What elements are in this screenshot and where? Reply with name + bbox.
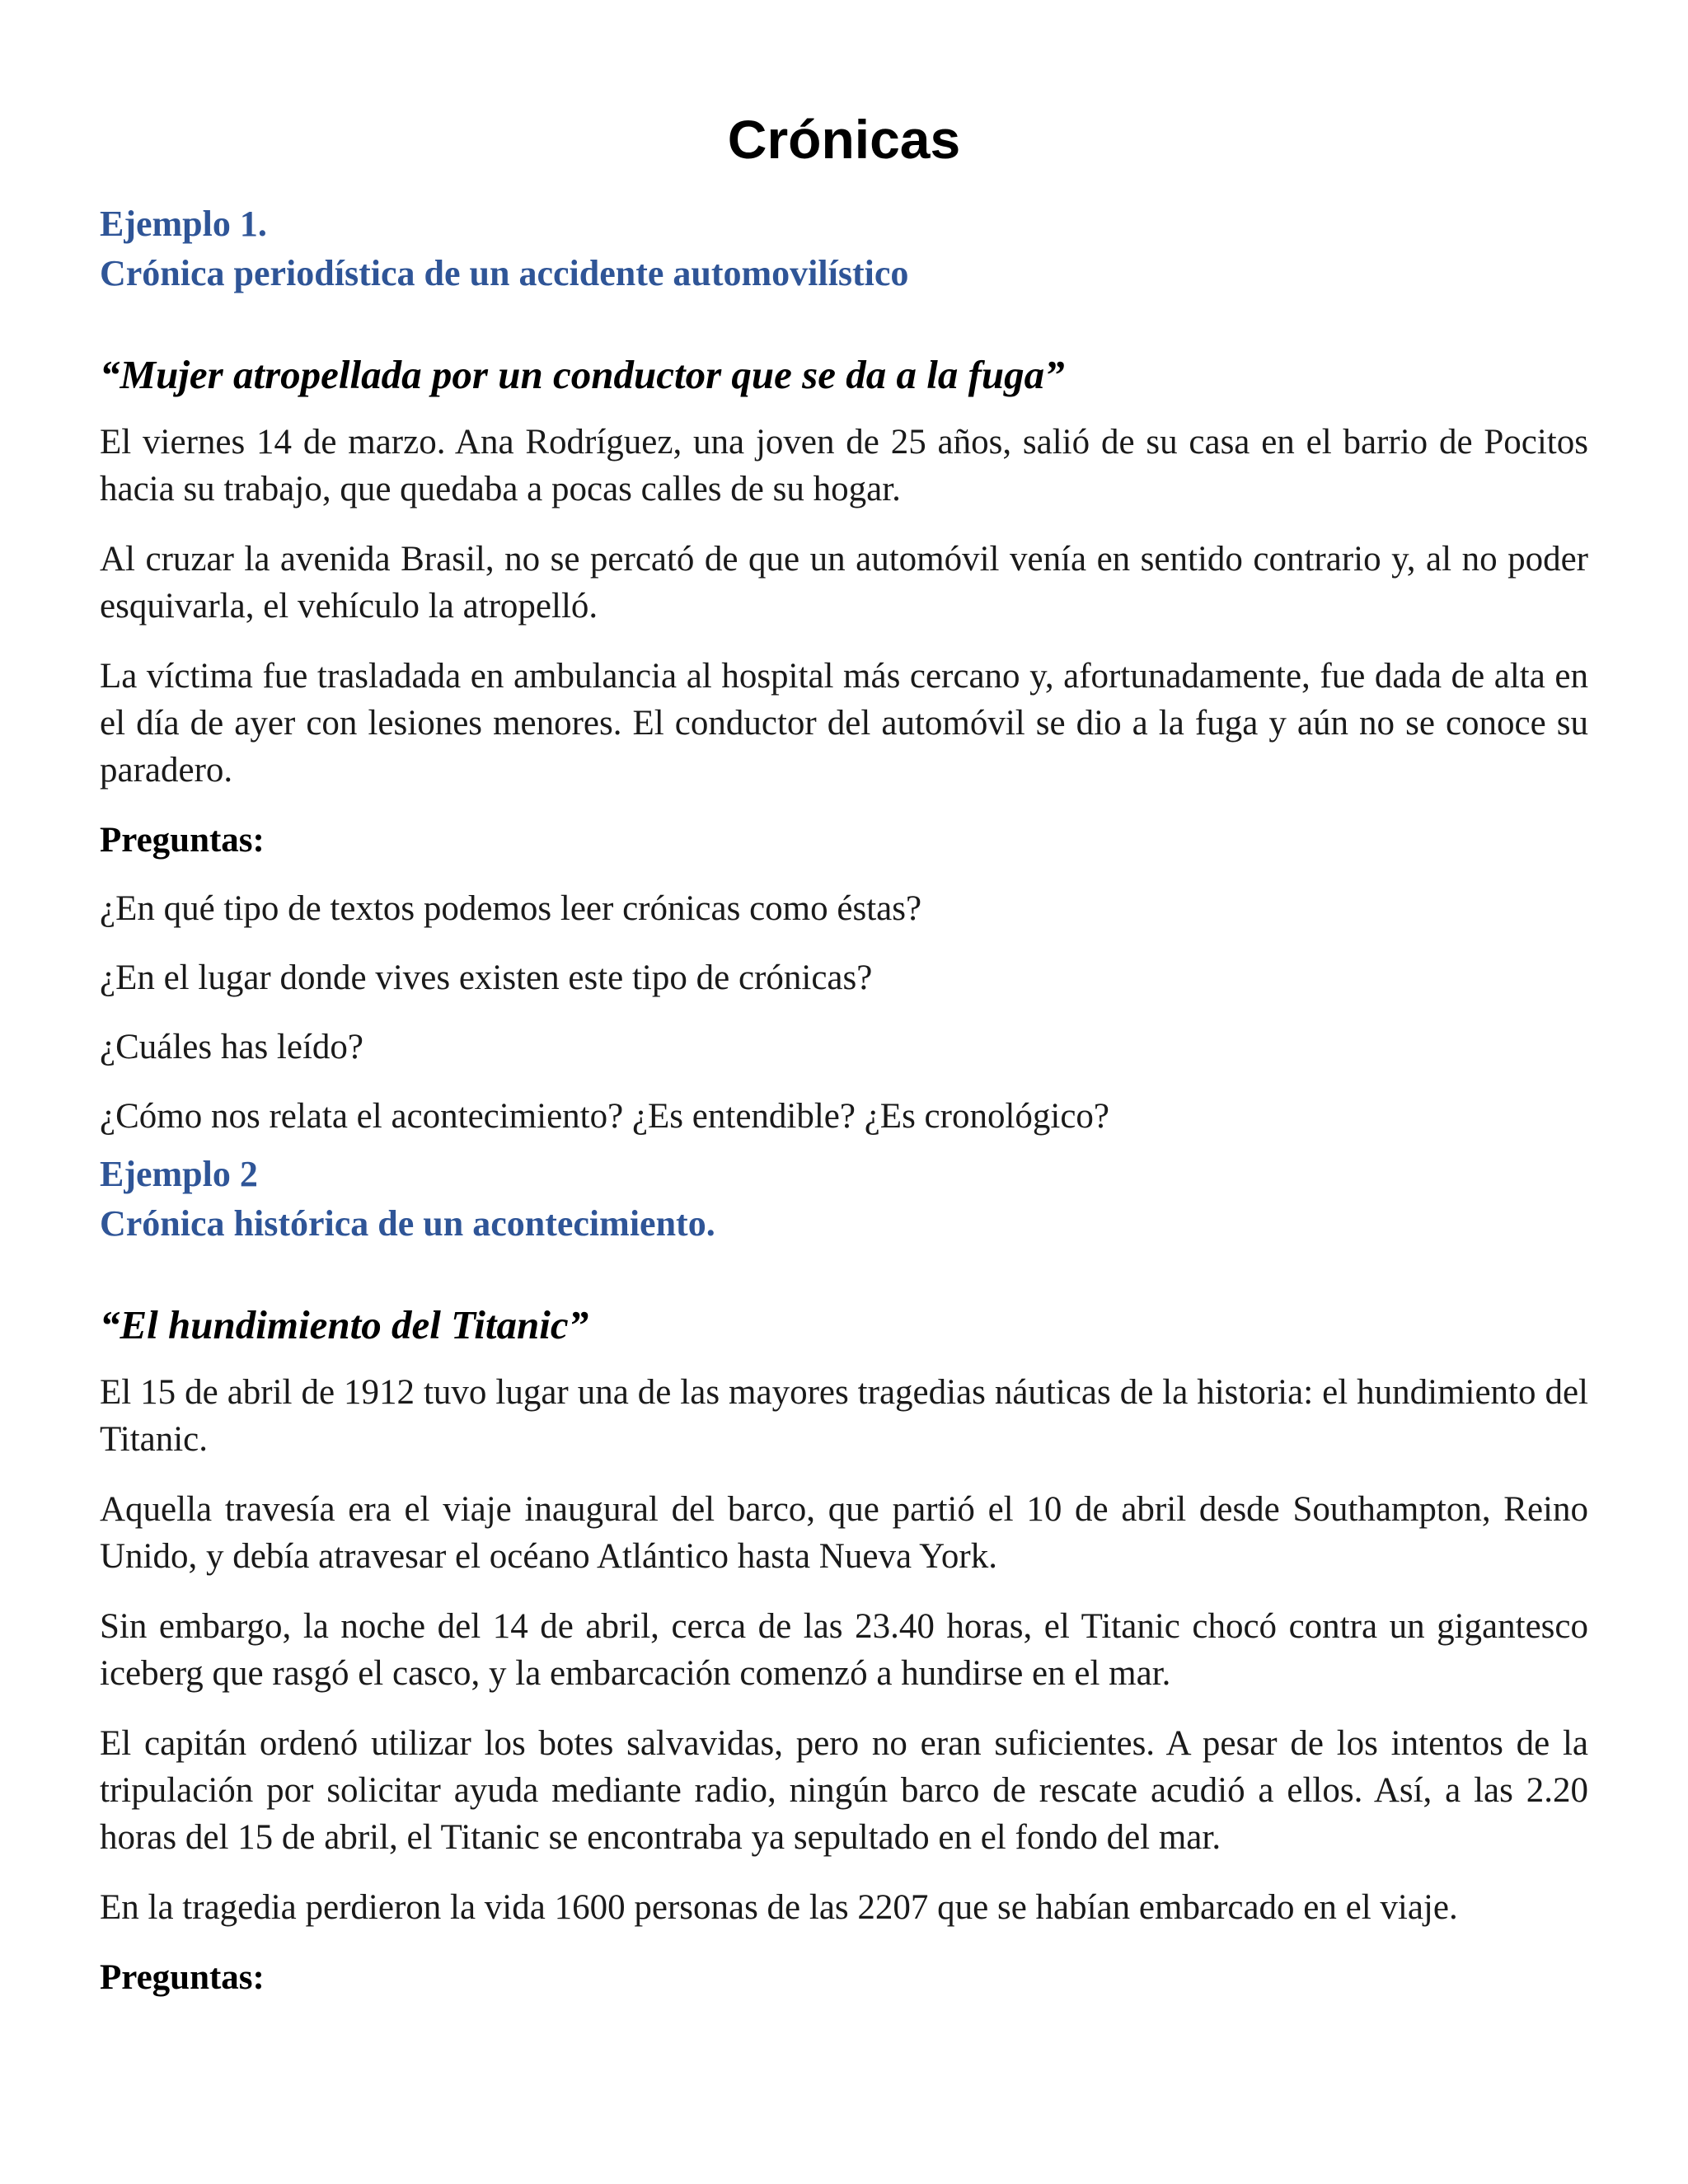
chronicle-1-title: “Mujer atropellada por un conductor que se da a la fuga” <box>100 352 1065 397</box>
chronicle-1-paragraph-2: Al cruzar la avenida Brasil, no se percató de que un automóvil venía en sentido contrario y, al no poder esquivarla, el vehículo la atropelló. <box>100 540 1588 626</box>
chronicle-1-paragraph-3: La víctima fue trasladada en ambulancia al hospital más cercano y, afortunadamente, fue dada de alta en el día de ayer con lesiones menores. El conductor del automóvil se dio a la fuga y aún no se conoce su paradero. <box>100 657 1588 790</box>
chronicle-2-title: “El hundimiento del Titanic” <box>100 1302 589 1347</box>
example-2-heading <box>100 1150 1588 1249</box>
question-1-3: ¿Cuáles has leído? <box>100 1028 364 1066</box>
questions-2-label: Preguntas: <box>100 1958 265 1997</box>
document-content <box>100 105 1588 2022</box>
example-2-subtitle: Crónica histórica de un acontecimiento. <box>100 1203 715 1244</box>
example-1-subtitle: Crónica periodística de un accidente automovilístico <box>100 253 909 293</box>
chronicle-2-paragraph-3: Sin embargo, la noche del 14 de abril, cerca de las 23.40 horas, el Titanic chocó contra un gigantesco iceberg que rasgó el casco, y la embarcación comenzó a hundirse en el mar. <box>100 1607 1588 1693</box>
question-1-1: ¿En qué tipo de textos podemos leer crónicas como éstas? <box>100 889 922 928</box>
example-2-label: Ejemplo 2 <box>100 1154 258 1194</box>
question-1-4: ¿Cómo nos relata el acontecimiento? ¿Es entendible? ¿Es cronológico? <box>100 1097 1110 1136</box>
example-1-label: Ejemplo 1. <box>100 204 267 244</box>
chronicle-1-paragraph-1: El viernes 14 de marzo. Ana Rodríguez, una joven de 25 años, salió de su casa en el barrio de Pocitos hacia su trabajo, que quedaba a pocas calles de su hogar. <box>100 423 1588 509</box>
questions-1-label: Preguntas: <box>100 821 265 860</box>
chronicle-2-paragraph-4: El capitán ordenó utilizar los botes salvavidas, pero no eran suficientes. A pesar de los intentos de la tripulación por solicitar ayuda mediante radio, ningún barco de rescate acudió a ellos. Así, a las 2.20 horas del 15 de abril, el Titanic se encontraba ya sepultado en el fondo del mar. <box>100 1724 1588 1857</box>
chronicle-2-paragraph-5: En la tragedia perdieron la vida 1600 personas de las 2207 que se habían embarcado en el viaje. <box>100 1888 1458 1927</box>
chronicle-2-paragraph-1: El 15 de abril de 1912 tuvo lugar una de las mayores tragedias náuticas de la historia: el hundimiento del Titanic. <box>100 1373 1588 1459</box>
example-1-heading <box>100 199 1588 298</box>
question-1-2: ¿En el lugar donde vives existen este tipo de crónicas? <box>100 958 873 997</box>
chronicle-2-paragraph-2: Aquella travesía era el viaje inaugural del barco, que partió el 10 de abril desde Southampton, Reino Unido, y debía atravesar el océano Atlántico hasta Nueva York. <box>100 1490 1588 1576</box>
page-title: Crónicas <box>727 109 961 170</box>
